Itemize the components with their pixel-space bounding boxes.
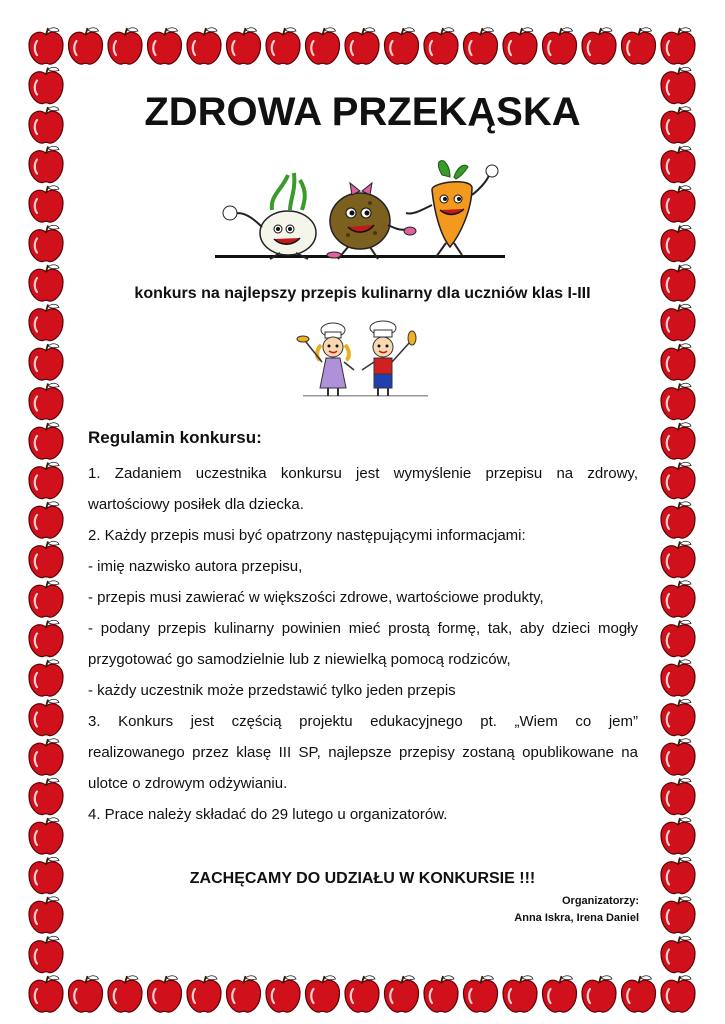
apple-icon bbox=[306, 976, 340, 1012]
apple-icon bbox=[661, 936, 695, 972]
apple-icon bbox=[345, 28, 379, 64]
apple-icon bbox=[582, 28, 616, 64]
rule-1-line-1: 1. Zadaniem uczestnika konkursu jest wymyślenie przepisu na zdrowy, bbox=[88, 465, 638, 482]
apple-icon bbox=[661, 620, 695, 656]
apple-icon bbox=[622, 28, 656, 64]
apple-icon bbox=[227, 28, 261, 64]
apple-icon bbox=[29, 146, 63, 182]
apple-icon bbox=[661, 423, 695, 459]
apple-icon bbox=[29, 581, 63, 617]
apple-icon bbox=[661, 778, 695, 814]
apple-icon bbox=[69, 976, 103, 1012]
apple-icon bbox=[29, 818, 63, 854]
apple-icon bbox=[345, 976, 379, 1012]
rule-1-line-2: wartościowy posiłek dla dziecka. bbox=[88, 496, 304, 513]
apple-icon bbox=[503, 28, 537, 64]
apple-icon bbox=[661, 225, 695, 261]
page-title: ZDROWA PRZEKĄSKA bbox=[144, 90, 581, 134]
apple-icon bbox=[148, 976, 182, 1012]
chef-girl-icon bbox=[297, 323, 354, 396]
rule-3-line-3: ulotce o zdrowym odżywianiu. bbox=[88, 775, 288, 792]
apple-icon bbox=[385, 28, 419, 64]
apple-icon bbox=[622, 976, 656, 1012]
apple-icon bbox=[29, 976, 63, 1012]
apple-icon bbox=[29, 344, 63, 380]
apple-icon bbox=[29, 304, 63, 340]
rules-heading: Regulamin konkursu: bbox=[88, 428, 262, 447]
rule-4: 4. Prace należy składać do 29 lutego u organizatorów. bbox=[88, 806, 448, 823]
apple-icon bbox=[266, 976, 300, 1012]
apple-icon bbox=[661, 541, 695, 577]
apple-icon bbox=[582, 976, 616, 1012]
apple-icon bbox=[661, 462, 695, 498]
apple-icon bbox=[29, 502, 63, 538]
apple-icon bbox=[29, 225, 63, 261]
apple-icon bbox=[29, 423, 63, 459]
apple-icon bbox=[661, 146, 695, 182]
rule-2-bullet-1: - imię nazwisko autora przepisu, bbox=[88, 558, 303, 575]
apple-icon bbox=[661, 699, 695, 735]
rules-body bbox=[88, 458, 638, 830]
apple-icon bbox=[543, 28, 577, 64]
apple-icon bbox=[29, 541, 63, 577]
apple-icon bbox=[266, 28, 300, 64]
apple-icon bbox=[29, 620, 63, 656]
apple-icon bbox=[187, 976, 221, 1012]
carrot-icon bbox=[406, 161, 498, 257]
apple-icon bbox=[661, 186, 695, 222]
apple-icon bbox=[661, 502, 695, 538]
apple-icon bbox=[661, 344, 695, 380]
call-to-action: ZACHĘCAMY DO UDZIAŁU W KONKURSIE !!! bbox=[189, 870, 536, 887]
apple-icon bbox=[424, 976, 458, 1012]
apple-icon bbox=[661, 304, 695, 340]
apple-icon bbox=[148, 28, 182, 64]
apple-icon bbox=[108, 976, 142, 1012]
rule-2: 2. Każdy przepis musi być opatrzony następującymi informacjami: bbox=[88, 527, 526, 544]
apple-icon bbox=[464, 976, 498, 1012]
rule-2-bullet-2: - przepis musi zawierać w większości zdrowe, wartościowe produkty, bbox=[88, 589, 544, 606]
potato-icon bbox=[327, 183, 416, 259]
apple-icon bbox=[661, 383, 695, 419]
apple-icon bbox=[661, 818, 695, 854]
apple-icon bbox=[543, 976, 577, 1012]
organizers-label: Organizatorzy: bbox=[561, 895, 639, 907]
onion-icon bbox=[223, 173, 316, 259]
apple-icon bbox=[29, 462, 63, 498]
chef-boy-icon bbox=[362, 321, 416, 396]
apple-icon bbox=[69, 28, 103, 64]
apple-icon bbox=[187, 28, 221, 64]
apple-icon bbox=[661, 660, 695, 696]
apple-icon bbox=[29, 739, 63, 775]
apple-icon bbox=[661, 897, 695, 933]
organizers-names: Anna Iskra, Irena Daniel bbox=[514, 912, 639, 924]
organizers-block bbox=[514, 893, 639, 927]
apple-icon bbox=[503, 976, 537, 1012]
apple-icon bbox=[108, 28, 142, 64]
rule-3-line-1: 3. Konkurs jest częścią projektu edukacyjnego pt. „Wiem co jem” bbox=[88, 713, 638, 730]
apple-icon bbox=[227, 976, 261, 1012]
rule-2-bullet-3-line-2: przygotować go samodzielnie lub z niewielką pomocą rodziców, bbox=[88, 651, 511, 668]
apple-icon bbox=[661, 581, 695, 617]
rule-3-line-2: realizowanego przez klasę III SP, najlepsze przepisy zostaną opublikowane na bbox=[88, 744, 638, 761]
apple-icon bbox=[29, 699, 63, 735]
apple-icon bbox=[29, 897, 63, 933]
vegetables-illustration bbox=[210, 155, 510, 270]
chef-kids-illustration bbox=[288, 320, 438, 400]
apple-icon bbox=[464, 28, 498, 64]
contest-subtitle: konkurs na najlepszy przepis kulinarny dla uczniów klas I-III bbox=[134, 285, 591, 302]
apple-icon bbox=[29, 28, 63, 64]
apple-icon bbox=[385, 976, 419, 1012]
rule-2-bullet-4: - każdy uczestnik może przedstawić tylko jeden przepis bbox=[88, 682, 456, 699]
apple-icon bbox=[29, 660, 63, 696]
apple-icon bbox=[29, 186, 63, 222]
apple-icon bbox=[424, 28, 458, 64]
apple-icon bbox=[29, 383, 63, 419]
rule-2-bullet-3-line-1: - podany przepis kulinarny powinien mieć prostą formę, tak, aby dzieci mogły bbox=[88, 620, 638, 637]
apple-icon bbox=[661, 976, 695, 1012]
apple-icon bbox=[661, 739, 695, 775]
apple-icon bbox=[306, 28, 340, 64]
apple-icon bbox=[661, 28, 695, 64]
apple-icon bbox=[29, 936, 63, 972]
apple-icon bbox=[29, 778, 63, 814]
